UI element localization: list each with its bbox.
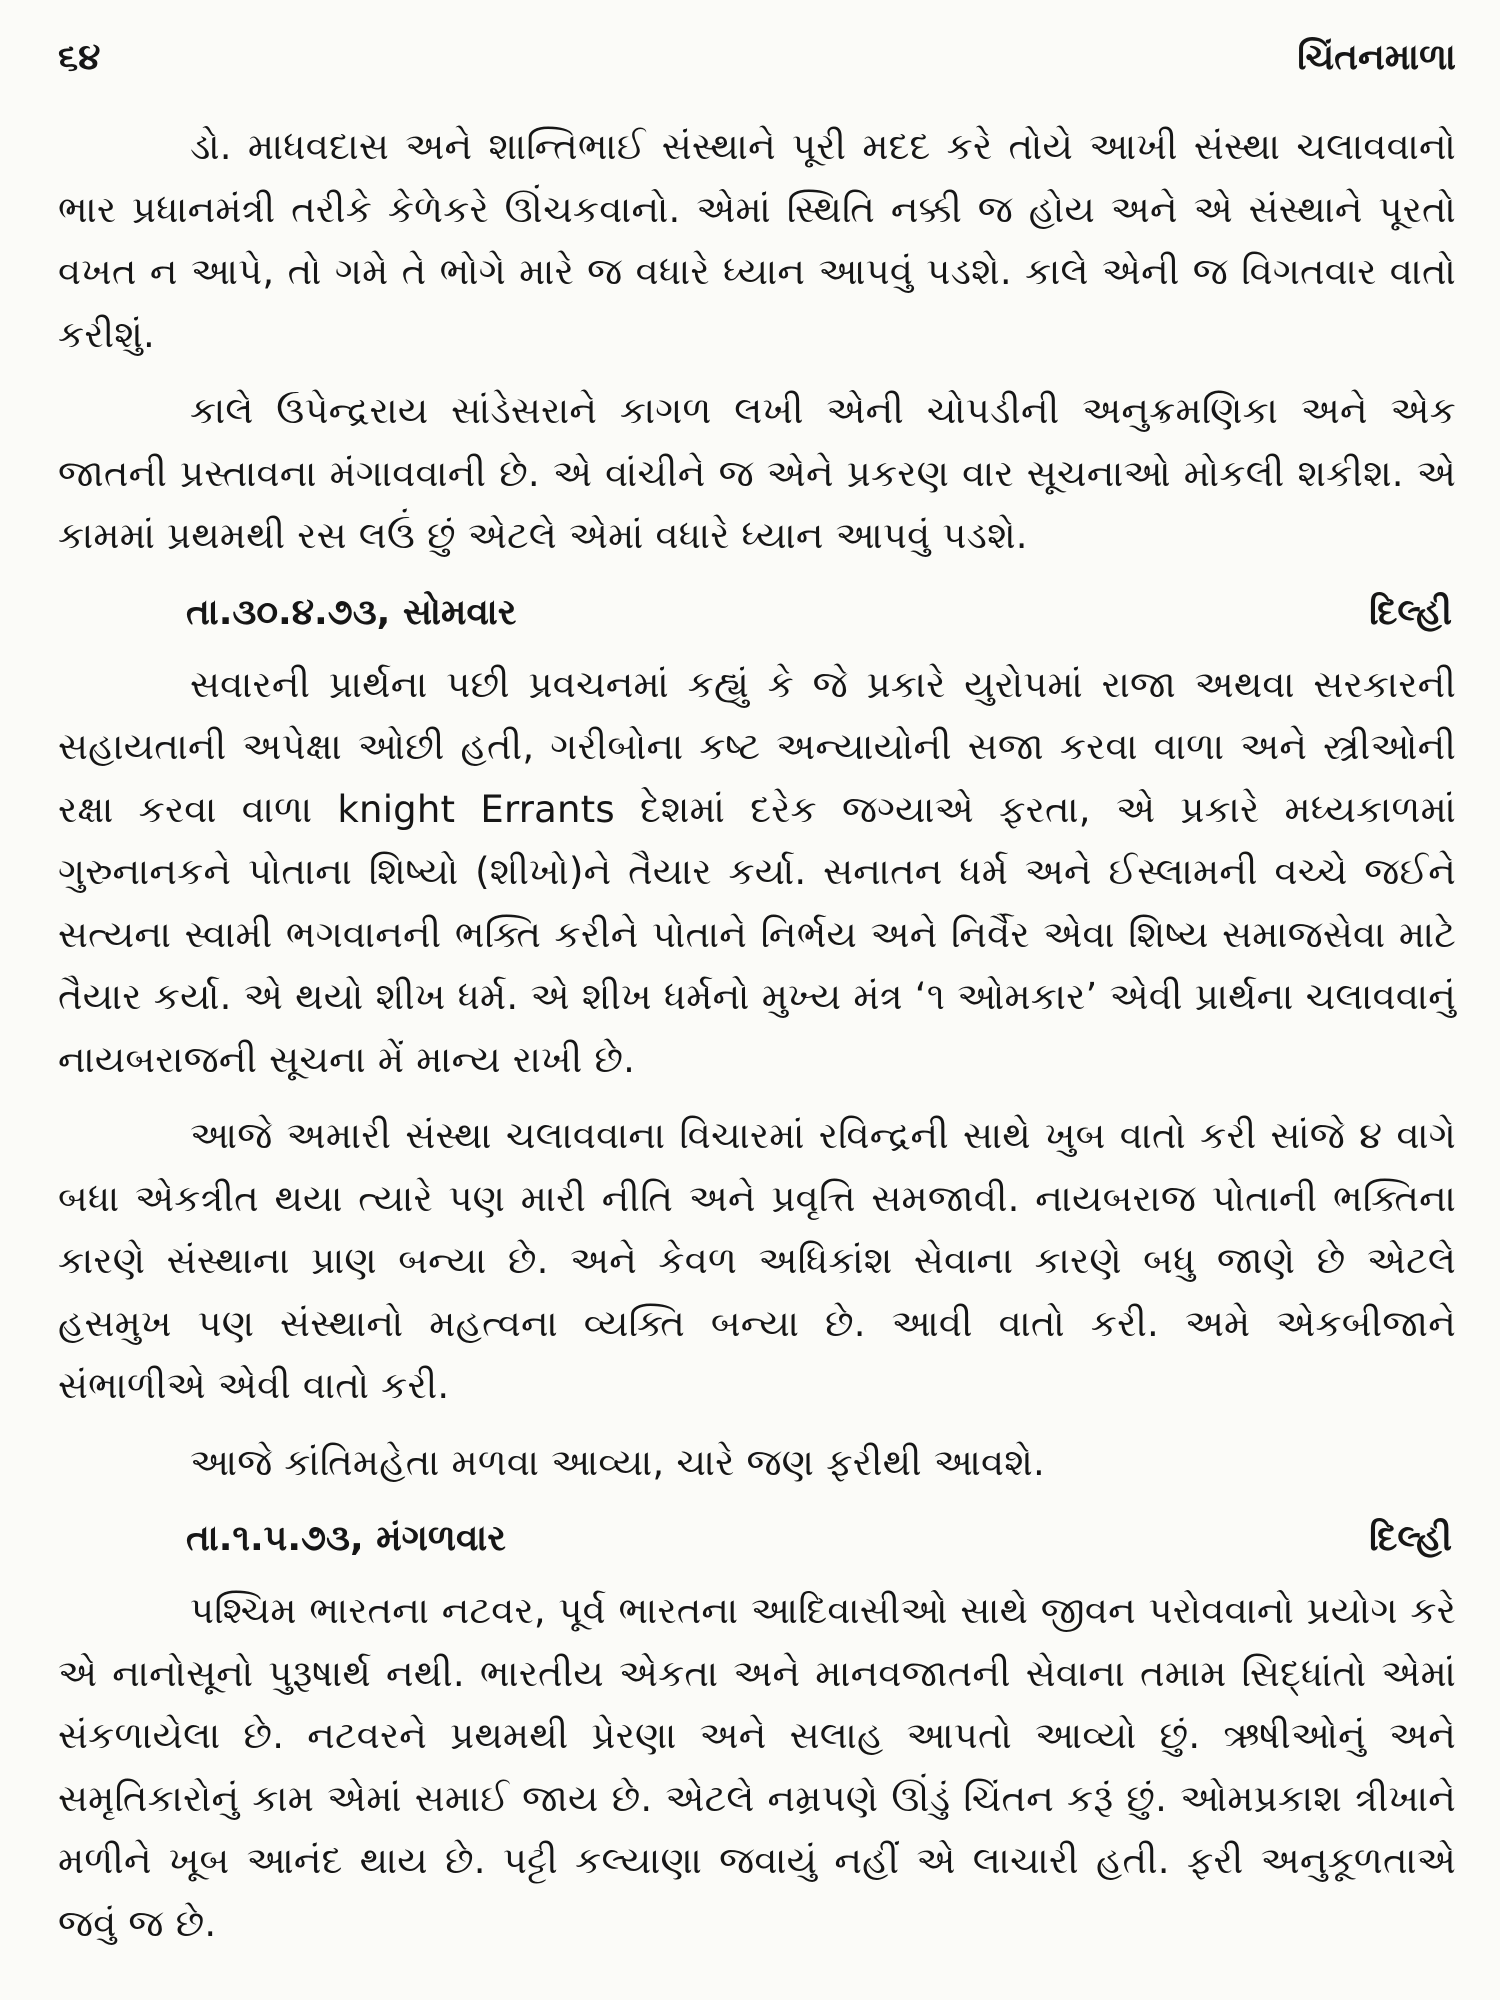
paragraph-3: સવારની પ્રાર્થના પછી પ્રવચનમાં કહ્યું કે જે પ્રકારે યુરોપમાં રાજા અથવા સરકારની સહાયતાની અપેક્ષા ઓછી હતી, ગરીબોના કષ્ટ અન્યાયોની સજા કરવા વાળા અને સ્ત્રીઓની રક્ષા કરવા વાળા knight Errants દેશમાં દરેક જગ્યાએ ફરતા, એ પ્રકારે મધ્યકાળમાં ગુરુનાનકને પોતાના શિષ્યો (શીખો)ને તૈયાર કર્યા. સનાતન ધર્મ અને ઈસ્લામની વચ્ચે જઈને સત્યના સ્વામી ભગવાનની ભક્તિ કરીને પોતાને નિર્ભય અને નિર્વૈર એવા શિષ્ય સમાજસેવા માટે તૈયાર કર્યા. એ થયો શીખ ધર્મ. એ શીખ ધર્મનો મુખ્ય મંત્ર ‘૧ ઓમકાર’ એવી પ્રાર્થના ચલાવવાનું નાયબરાજની સૂચના મેં માન્ય રાખી છે. [58,662,1456,1081]
diary-entry-heading-1 [58,582,1456,644]
entry-date: તા.૧.૫.૭૩, મંગળવાર [186,1518,506,1559]
diary-entry-heading-2 [58,1508,1456,1570]
paragraph-2: કાલે ઉપેન્દ્રરાય સાંડેસરાને કાગળ લખી એની ચોપડીની અનુક્રમણિકા અને એક જાતની પ્રસ્તાવના મંગાવવાની છે. એ વાંચીને જ એને પ્રકરણ વાર સૂચનાઓ મોકલી શકીશ. એ કામમાં પ્રથમથી રસ લઉં છું એટલે એમાં વધારે ધ્યાન આપવું પડશે. [58,389,1456,557]
page-number: ૬૪ [58,37,101,78]
paragraph-6: પશ્ચિમ ભારતના નટવર, પૂર્વ ભારતના આદિવાસીઓ સાથે જીવન પરોવવાનો પ્રયોગ કરે એ નાનોસૂનો પુરૂષાર્થ નથી. ભારતીય એકતા અને માનવજાતની સેવાના તમામ સિદ્ધાંતો એમાં સંકળાયેલા છે. નટવરને પ્રથમથી પ્રેરણા અને સલાહ આપતો આવ્યો છું. ઋષીઓનું અને સમૃતિકારોનું કામ એમાં સમાઈ જાય છે. એટલે નમ્રપણે ઊંડું ચિંતન કરૂં છું. ઓમપ્રકાશ ત્રીખાને મળીને ખૂબ આનંદ થાય છે. પટ્ટી કલ્યાણા જવાયું નહીં એ લાચારી હતી. ફરી અનુકૂળતાએ જવું જ છે. [58,1589,1456,1945]
paragraph-5: આજે કાંતિમહેતા મળવા આવ્યા, ચારે જણ ફરીથી આવશે. [190,1440,1045,1484]
paragraph-1: ડો. માધવદાસ અને શાન્તિભાઈ સંસ્થાને પૂરી મદદ કરે તોયે આખી સંસ્થા ચલાવવાનો ભાર પ્રધાનમંત્રી તરીકે કેળેકરે ઊંચકવાનો. એમાં સ્થિતિ નક્કી જ હોય અને એ સંસ્થાને પૂરતો વખત ન આપે, તો ગમે તે ભોગે મારે જ વધારે ધ્યાન આપવું પડશે. કાલે એની જ વિગતવાર વાતો કરીશું. [58,125,1456,356]
entry-date: તા.૩૦.૪.૭૩, સોમવાર [186,591,517,633]
page-header [58,28,1456,88]
entry-place: દિલ્હી [1369,1518,1452,1559]
entry-place: દિલ્હી [1369,591,1452,633]
paragraph-4: આજે અમારી સંસ્થા ચલાવવાના વિચારમાં રવિન્દ્રની સાથે ખુબ વાતો કરી સાંજે ૪ વાગે બધા એકત્રીત થયા ત્યારે પણ મારી નીતિ અને પ્રવૃત્તિ સમજાવી. નાયબરાજ પોતાની ભક્તિના કારણે સંસ્થાના પ્રાણ બન્યા છે. અને કેવળ અધિકાંશ સેવાના કારણે બધુ જાણે છે એટલે હસમુખ પણ સંસ્થાનો મહત્વના વ્યક્તિ બન્યા છે. આવી વાતો કરી. અમે એકબીજાને સંભાળીએ એવી વાતો કરી. [58,1114,1456,1407]
book-title: ચિંતનમાળા [1297,37,1456,78]
